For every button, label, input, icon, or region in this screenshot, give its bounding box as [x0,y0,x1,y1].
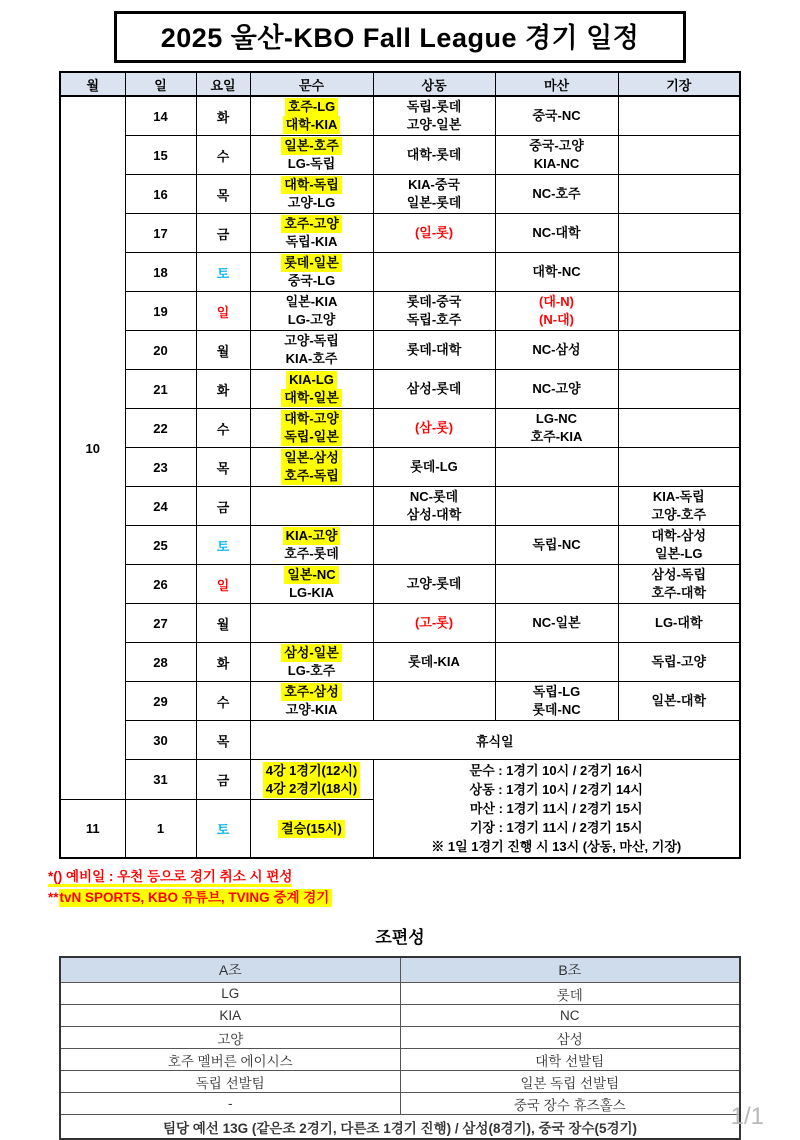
matchup-text: (일-롯) [414,225,454,240]
day-cell: 14 [125,96,196,136]
matchup-text: 대학-고양 [281,410,342,428]
cell-sangdong [373,487,495,526]
matchup-text: 삼성-롯데 [406,381,462,396]
matchup-text: 독립-KIA [285,234,338,249]
matchup-text: 일본-NC [284,566,338,584]
cell-munsu [250,682,373,721]
cell-munsu [250,526,373,565]
page-indicator: 1/1 [730,1103,764,1130]
cell-munsu [250,643,373,682]
group-team-cell: 중국 장수 휴즈홀스 [400,1093,740,1115]
schedule-row-day-21 [60,370,740,409]
schedule-col-header-3: 요일 [196,72,250,96]
day-cell: 26 [125,565,196,604]
cell-masan [495,448,618,487]
schedule-row-day-14 [60,96,740,136]
game-time-line: 상동 : 1경기 10시 / 2경기 14시 [469,782,643,797]
schedule-table [59,71,741,859]
weekday-cell: 일 [196,292,250,331]
day-cell: 21 [125,370,196,409]
group-header-a: A조 [60,957,400,983]
schedule-row-day-24 [60,487,740,526]
matchup-text: 고양-롯데 [406,576,462,591]
matchup-text: 호주-LG [285,98,339,116]
cell-masan [495,136,618,175]
weekday-cell: 토 [196,526,250,565]
matchup-text: 일본-호주 [281,137,342,155]
weekday-cell: 목 [196,175,250,214]
weekday-cell: 화 [196,96,250,136]
weekday-cell: 일 [196,565,250,604]
matchup-text: 독립-NC [532,537,581,552]
cell-masan [495,682,618,721]
day-cell: 28 [125,643,196,682]
cell-gijang [618,526,740,565]
schedule-row-day-31 [60,760,740,800]
schedule-row-day-27 [60,604,740,643]
schedule-row-day-26 [60,565,740,604]
matchup-text: 삼성-일본 [281,644,342,662]
matchup-text: 독립-롯데 [406,99,462,114]
group-team-cell: 일본 독립 선발팀 [400,1071,740,1093]
weekday-cell: 화 [196,370,250,409]
group-team-cell: LG [60,983,400,1005]
matchup-text: 고양-호주 [651,507,707,522]
page-title: 2025 울산-KBO Fall League 경기 일정 [114,11,686,63]
matchup-text: LG-독립 [287,156,336,171]
group-team-cell: NC [400,1005,740,1027]
day-cell: 27 [125,604,196,643]
cell-sangdong [373,370,495,409]
cell-gijang [618,136,740,175]
group-team-cell: - [60,1093,400,1115]
matchup-text: 중국-LG [287,273,336,288]
cell-sangdong [373,643,495,682]
matchup-text: 고양-LG [287,195,336,210]
group-team-cell: 대학 선발팀 [400,1049,740,1071]
day-cell: 15 [125,136,196,175]
day-cell: 23 [125,448,196,487]
day-cell: 30 [125,721,196,760]
matchup-text: (삼-롯) [414,420,454,435]
matchup-text: 고양-일본 [406,117,462,132]
day-cell: 19 [125,292,196,331]
matchup-text: 독립-LG [532,684,581,699]
matchup-text: (N-대) [539,312,574,327]
schedule-col-header-5: 상동 [373,72,495,96]
matchup-text: LG-NC [535,411,578,426]
matchup-text: 일본-LG [655,546,703,561]
schedule-row-day-17 [60,214,740,253]
matchup-text: 독립-고양 [651,654,707,669]
group-row [60,983,740,1005]
matchup-text: 4강 2경기(18시) [263,780,360,798]
matchup-text: 롯데-대학 [406,342,462,357]
cell-sangdong [373,96,495,136]
cell-munsu [250,331,373,370]
cell-sangdong [373,409,495,448]
schedule-row-day-15 [60,136,740,175]
schedule-row-day-22 [60,409,740,448]
schedule-row-day-23 [60,448,740,487]
group-team-cell: KIA [60,1005,400,1027]
cell-munsu [250,760,373,800]
matchup-text: 호주-고양 [281,215,342,233]
cell-gijang [618,331,740,370]
cell-masan [495,96,618,136]
matchup-text: 롯데-일본 [281,254,342,272]
cell-masan [495,604,618,643]
day-cell: 20 [125,331,196,370]
cell-munsu [250,565,373,604]
matchup-text: 롯데-중국 [406,294,462,309]
cell-gijang [618,565,740,604]
matchup-text: 독립-일본 [281,428,342,446]
matchup-text: KIA-고양 [283,527,341,545]
cell-gijang [618,409,740,448]
matchup-text: 롯데-NC [532,702,581,717]
matchup-text: KIA-NC [533,156,580,171]
day-cell: 17 [125,214,196,253]
matchup-text: 중국-NC [532,108,581,123]
weekday-cell: 목 [196,721,250,760]
matchup-text: 롯데-LG [410,459,458,474]
group-team-cell: 삼성 [400,1027,740,1049]
schedule-col-header-7: 기장 [618,72,740,96]
matchup-text: 호주-대학 [651,585,707,600]
cell-gijang [618,370,740,409]
cell-gijang [618,487,740,526]
matchup-text: 호주-KIA [530,429,583,444]
cell-munsu [250,96,373,136]
group-table [59,956,741,1140]
cell-munsu [250,175,373,214]
matchup-text: 대학-롯데 [406,147,462,162]
matchup-text: 4강 1경기(12시) [263,762,360,780]
matchup-text: 중국-고양 [529,138,584,153]
matchup-text: NC-삼성 [532,342,581,357]
game-time-line: ※ 1일 1경기 진행 시 13시 (상동, 마산, 기장) [431,839,682,854]
matchup-text: NC-롯데 [409,489,459,504]
day-cell: 25 [125,526,196,565]
cell-masan [495,565,618,604]
cell-masan [495,370,618,409]
group-footer-cell: 팀당 예선 13G (같은조 2경기, 다른조 1경기 진행) / 삼성(8경기), 중국 장수(5경기) [60,1115,740,1140]
group-row [60,1071,740,1093]
weekday-cell: 목 [196,448,250,487]
group-row [60,1005,740,1027]
matchup-text: 대학-일본 [281,389,342,407]
day-cell: 31 [125,760,196,800]
matchup-text: 대학-삼성 [651,528,707,543]
cell-sangdong [373,136,495,175]
schedule-row-day-29 [60,682,740,721]
cell-sangdong [373,175,495,214]
weekday-cell: 토 [196,253,250,292]
cell-munsu [250,800,373,858]
day-cell: 24 [125,487,196,526]
cell-masan [495,526,618,565]
cell-masan [495,253,618,292]
matchup-text: (고-롯) [414,615,454,630]
group-row [60,1027,740,1049]
matchup-text: 대학-KIA [283,116,341,134]
matchup-text: 일본-롯데 [406,195,462,210]
cell-gijang [618,292,740,331]
cell-gijang [618,214,740,253]
cell-sangdong [373,526,495,565]
month-cell: 11 [60,800,125,858]
schedule-row-day-16 [60,175,740,214]
cell-munsu [250,487,373,526]
rest-day-cell: 휴식일 [250,721,740,760]
cell-sangdong [373,604,495,643]
cell-sangdong [373,682,495,721]
matchup-text: 삼성-독립 [651,567,707,582]
cell-munsu [250,370,373,409]
matchup-text: 고양-독립 [284,333,339,348]
cell-sangdong [373,565,495,604]
matchup-text: LG-대학 [655,615,703,630]
game-time-line: 마산 : 1경기 11시 / 2경기 15시 [469,801,643,816]
matchup-text: 일본-KIA [285,294,338,309]
group-team-cell: 독립 선발팀 [60,1071,400,1093]
weekday-cell: 토 [196,800,250,858]
schedule-col-header-6: 마산 [495,72,618,96]
cell-masan [495,643,618,682]
cell-gijang [618,448,740,487]
weekday-cell: 화 [196,643,250,682]
matchup-text: 호주-삼성 [281,683,342,701]
matchup-text: KIA-중국 [408,177,460,192]
matchup-text: 호주-독립 [281,467,342,485]
cell-munsu [250,292,373,331]
matchup-text: 일본-삼성 [281,449,342,467]
schedule-row-day-28 [60,643,740,682]
day-cell: 1 [125,800,196,858]
group-row [60,1049,740,1071]
matchup-text: NC-호주 [532,186,581,201]
schedule-row-day-30 [60,721,740,760]
cell-masan [495,331,618,370]
weekday-cell: 수 [196,682,250,721]
matchup-text: 삼성-대학 [406,507,462,522]
matchup-text: 결승(15시) [278,820,345,838]
weekday-cell: 월 [196,604,250,643]
cell-gijang [618,96,740,136]
matchup-text: 롯데-KIA [408,654,460,669]
group-footer-row [60,1115,740,1140]
footnotes [48,866,800,908]
schedule-row-day-18 [60,253,740,292]
cell-munsu [250,604,373,643]
cell-munsu [250,214,373,253]
matchup-text: NC-일본 [532,615,581,630]
schedule-col-header-4: 문수 [250,72,373,96]
schedule-col-header-2: 일 [125,72,196,96]
matchup-text: LG-고양 [287,312,336,327]
cell-masan [495,214,618,253]
cell-masan [495,409,618,448]
game-time-line: 기장 : 1경기 11시 / 2경기 15시 [469,820,643,835]
cell-gijang [618,643,740,682]
cell-sangdong [373,331,495,370]
weekday-cell: 금 [196,760,250,800]
day-cell: 22 [125,409,196,448]
footnote-reserve: *() 예비일 : 우천 등으로 경기 취소 시 편성 [48,866,800,887]
group-header-row [60,957,740,983]
cell-masan [495,292,618,331]
cell-masan [495,175,618,214]
matchup-text: 대학-독립 [281,176,342,194]
matchup-text: 고양-KIA [285,702,338,717]
matchup-text: KIA-LG [286,371,337,389]
matchup-text: 독립-호주 [406,312,462,327]
cell-munsu [250,448,373,487]
matchup-text: 일본-대학 [651,693,707,708]
matchup-text: NC-대학 [532,225,581,240]
weekday-cell: 금 [196,214,250,253]
matchup-text: (대-N) [539,294,574,309]
cell-gijang [618,175,740,214]
cell-sangdong [373,214,495,253]
weekday-cell: 수 [196,136,250,175]
cell-munsu [250,409,373,448]
schedule-row-day-19 [60,292,740,331]
matchup-text: KIA-호주 [285,351,338,366]
cell-sangdong [373,292,495,331]
footnote-broadcast: **tvN SPORTS, KBO 유튜브, TVING 중계 경기 [48,887,800,908]
group-header-b: B조 [400,957,740,983]
matchup-text: 대학-NC [532,264,581,279]
cell-gijang [618,682,740,721]
cell-gijang [618,253,740,292]
weekday-cell: 수 [196,409,250,448]
matchup-text: LG-KIA [289,585,334,600]
matchup-text: KIA-독립 [652,489,705,504]
matchup-text: NC-고양 [532,381,581,396]
cell-sangdong [373,253,495,292]
group-team-cell: 롯데 [400,983,740,1005]
day-cell: 16 [125,175,196,214]
day-cell: 29 [125,682,196,721]
group-row [60,1093,740,1115]
cell-sangdong [373,448,495,487]
cell-masan [495,487,618,526]
month-cell: 10 [60,96,125,800]
schedule-row-day-20 [60,331,740,370]
schedule-header-row [60,72,740,96]
cell-munsu [250,136,373,175]
day-cell: 18 [125,253,196,292]
schedule-row-day-25 [60,526,740,565]
game-time-line: 문수 : 1경기 10시 / 2경기 16시 [469,763,643,778]
cell-gijang [618,604,740,643]
matchup-text: 호주-롯데 [284,546,339,561]
weekday-cell: 금 [196,487,250,526]
game-times-cell [373,760,740,859]
group-team-cell: 고양 [60,1027,400,1049]
cell-munsu [250,253,373,292]
matchup-text: LG-호주 [287,663,336,678]
group-table-title: 조편성 [375,928,425,947]
group-team-cell: 호주 멜버른 에이시스 [60,1049,400,1071]
schedule-col-header-1: 월 [60,72,125,96]
weekday-cell: 월 [196,331,250,370]
